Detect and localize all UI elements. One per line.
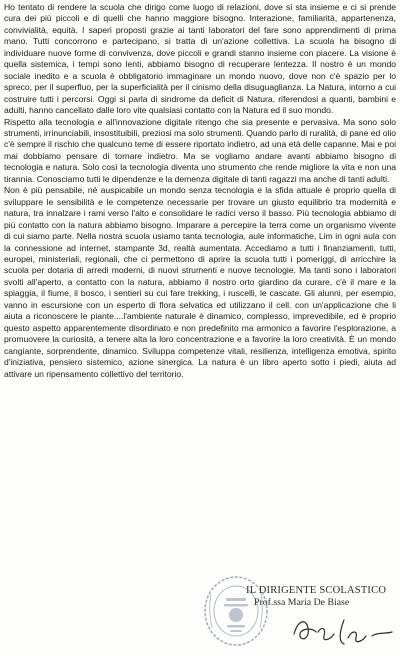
signature-title: IL DIRIGENTE SCOLASTICO: [246, 585, 387, 596]
paragraph-balance: Non è più pensabile, né auspicabile un mondo senza tecnologia e la sfida attuale è proprio quella di sviluppare le sensibilità e le competenze necessarie per trovare un giusto equilibrio tra modernità e natura, tra innalzare i rami verso l'alto e consolidare le radici verso il basso. Più tecnologia abbiamo di più contatto con la natura abbiamo bisogno. Imparare a percepire la terra come un organismo vivente di cui siamo parte. Nella nostra scuola usiamo tanta tecnologia, aule informatiche, Lim in ogni aula con la connessione ad internet, stampante 3d, realtà aumentata. Accediamo a tutti i finanziamenti, tutti, europei, ministeriali, regionali, che ci permettono di aprire la scuola tutti i pomeriggi, di arricchire la scuola per dotaria di arredi moderni, di nuovi strumenti e nuove tecnologie. Ma tanti sono i laboratori svolti all'aperto, a contatto con la natura, abbiamo il nostro orto giardino da curare, c'è il mare e la spiaggia, il fiume, il bosco, i sentieri su cui fare trekking, i ruscelli, le cascate. Gli alunni, per esempio, vanno in escursione con un esperto di flora selvatica ed utilizzano il cell. con un'applicazione che li aiuta a riconoscere le piante....l'ambiente naturale è dinamico, complesso, imprevedibile, ed è proprio questo aspetto apparentemente disordinato e non predefinito ma armonico a favorire l'esplorazione, a promuovere la curiosità, a tenere alta la loro concentrazione e a favorire la loro creatività. È un mondo cangiante, sorprendente, dinamico. Sviluppa competenze vitali, resilienza, intelligenza emotiva, spirito d'iniziativa, pensiero sistemico, azione sinergica. La natura è un libro aperto sotto i piedi, aiuta ad attivare un ripensamento collettivo del territorio.: [4, 185, 396, 379]
paragraph-nature-school: Ho tentato di rendere la scuola che dirigo come luogo di relazioni, dove si sta insieme e ci si prende cura dei più piccoli e di quelli che hanno maggiore bisogno. Interazione, familiarità, appartenenza, convivialità, equità. I saperi proposti grazie ai tanti laboratori del fare sono apprendimenti di prima mano. Tutti concorrono e partecipano, si tratta di un'azione collettiva. La scuola ha bisogno di individuare nuove forme di convivenza, dove piccoli e grandi stanno insieme con piacere. La visione è quella sistemica, i tempi sono lenti, abbiamo bisogno di recuperare lentezza. Il nostro è un mondo sociale inedito e a scuola è obbligatorio immaginare un mondo nuovo, dove non c'è spazio per lo spreco, per il superfluo, per la superficialità per il cinismo della disuguaglianza. La Natura, intorno a cui costruire tutti i percorsi. Oggi si parla di sindrome da deficit di Natura, riferendosi a quanti, bambini e adulti, hanno cancellato dalle loro vite qualsiasi contatto con la Natura ed il suo mondo.: [4, 2, 396, 116]
paragraph-technology: Rispetto alla tecnologia e all'innovazione digitale ritengo che sia presente e pervasiva. Ma sono solo strumenti, irrinunciabili, insostituibili, preziosi ma solo strumenti. Quando parlo di ruralità, di pane ed olio c'è sempre il rischio che qualcuno teme di essere riportato indietro, ad una età delle capanne. Mai e poi mai dobbiamo pensare di tornare indietro. Ma se vogliamo andare avanti abbiamo bisogno di tecnologia e natura. Solo così la tecnologia diventa uno strumento che rende migliore la vita e non una tirannia. Conosciamo tutti le dipendenze e la demenza digitale di tanti ragazzi ma anche di tanti adulti.: [4, 116, 396, 184]
letter-body: [4, 2, 396, 380]
signature-block: [246, 585, 396, 609]
handwritten-signature: [288, 612, 398, 650]
signature-name: Prof.ssa Maria De Biase: [254, 597, 350, 608]
